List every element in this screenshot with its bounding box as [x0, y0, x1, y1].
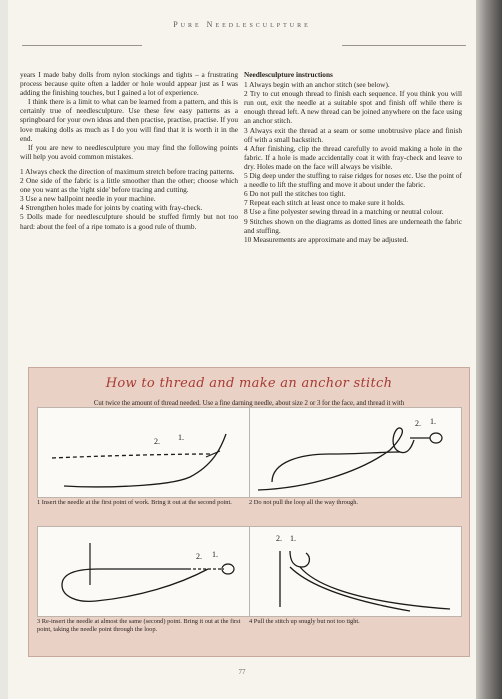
caption-2: 2 Do not pull the loop all the way through. [249, 499, 358, 506]
diagram-4-label-second: 2. [276, 534, 282, 543]
instruction-item: 7 Repeat each stitch at least once to make sure it holds. [244, 198, 405, 208]
diagram-2-label-second: 2. [415, 419, 421, 428]
instruction-item: 4 After finishing, clip the thread carefully to avoid making a hole in the fabric. If a hole is made accidentally coat it with fray-check and leave to dry. Holes made on the face will always be visible. [244, 143, 462, 171]
instruction-item: 2 Try to cut enough thread to finish each sequence. If you think you will run out, exit the needle at a suitable spot and finish off while there is enough thread left. A new thread can be joined anywhere on the face using an anchor stitch. [244, 89, 462, 126]
caption-3: 3 Re-insert the needle at almost the same (second) point. Bring it out at the first point, taking the needle point through the loop. [37, 618, 241, 633]
diagram-3 [37, 526, 250, 617]
left-paragraph: years I made baby dolls from nylon stockings and tights – a frustrating process because quite often a ladder or hole would appear just as I was adding the finishing touches, but I gained a lot of experience. [20, 70, 238, 98]
caption-1: 1 Insert the needle at the first point of work. Bring it out at the second point. [37, 499, 232, 506]
diagram-1-label-first: 1. [178, 433, 184, 442]
header-rule-left [22, 45, 142, 46]
header-rule-right [342, 45, 466, 46]
instruction-item: 10 Measurements are approximate and may be adjusted. [244, 234, 409, 244]
instruction-item: 6 Do not pull the stitches too tight. [244, 189, 346, 199]
diagram-3-label-second: 2. [196, 552, 202, 561]
left-paragraph: 3 Use a new ballpoint needle in your machine. [20, 194, 156, 204]
diagram-2-drawing [250, 408, 461, 497]
book-spine [476, 0, 502, 699]
diagram-3-drawing [38, 527, 249, 616]
left-paragraph: 1 Always check the direction of maximum stretch before tracing patterns. [20, 166, 235, 176]
instructions-heading: Needlesculpture instructions [244, 70, 333, 79]
diagram-4-label-first: 1. [290, 534, 296, 543]
caption-4: 4 Pull the stitch up snugly but not too tight. [249, 618, 360, 625]
left-paragraph: 4 Strengthen holes made for joints by coating with fray-check. [20, 203, 203, 213]
left-paragraph: 2 One side of the fabric is a little smoother than the other; choose which one you want as the 'right side' before tracing and cutting. [20, 176, 238, 195]
left-paragraph: I think there is a limit to what can be learned from a pattern, and this is certainly true of needlesculpture. Use these few easy patterns as a springboard for your own ideas and then practise, practise, practise. If you love making dolls as much as I do you will find that it is worth it in the end. [20, 97, 238, 143]
page-number: 77 [238, 668, 246, 676]
diagram-2 [249, 407, 462, 498]
instruction-item: 8 Use a fine polyester sewing thread in a matching or neutral colour. [244, 207, 444, 217]
instruction-item: 9 Stitches shown on the diagrams as dotted lines are underneath the fabric and stuffing. [244, 216, 462, 235]
diagram-4 [249, 526, 462, 617]
diagram-1-drawing [38, 408, 249, 497]
instruction-item: 3 Always exit the thread at a seam or some unobtrusive place and finish off with a small backstitch. [244, 125, 462, 144]
diagram-1 [37, 407, 250, 498]
panel-title: How to thread and make an anchor stitch [105, 376, 393, 391]
right-text-column [244, 70, 462, 244]
left-paragraph: If you are new to needlesculpture you may find the following points will help you avoid common mistakes. [20, 142, 238, 161]
instruction-item: 1 Always begin with an anchor stitch (see below). [244, 80, 390, 90]
diagram-3-label-first: 1. [212, 550, 218, 559]
diagram-1-label-second: 2. [154, 437, 160, 446]
instruction-item: 5 Dig deep under the stuffing to raise ridges for noses etc. Use the point of a needle to lift the stuffing and move it about under the fabric. [244, 171, 462, 190]
panel-intro: Cut twice the amount of thread needed. Use a fine darning needle, about size 2 or 3 for the face, and thread it with [93, 400, 405, 407]
diagram-4-drawing [250, 527, 461, 616]
left-text-column [20, 70, 238, 231]
anchor-stitch-panel [28, 367, 470, 657]
left-paragraph: 5 Dolls made for needlesculpture should be stuffed firmly but not too hard: about the feel of a ripe tomato is a good rule of thumb. [20, 212, 238, 231]
book-page [8, 0, 476, 699]
diagram-2-label-first: 1. [430, 417, 436, 426]
running-header: Pure Needlesculpture [173, 20, 311, 29]
